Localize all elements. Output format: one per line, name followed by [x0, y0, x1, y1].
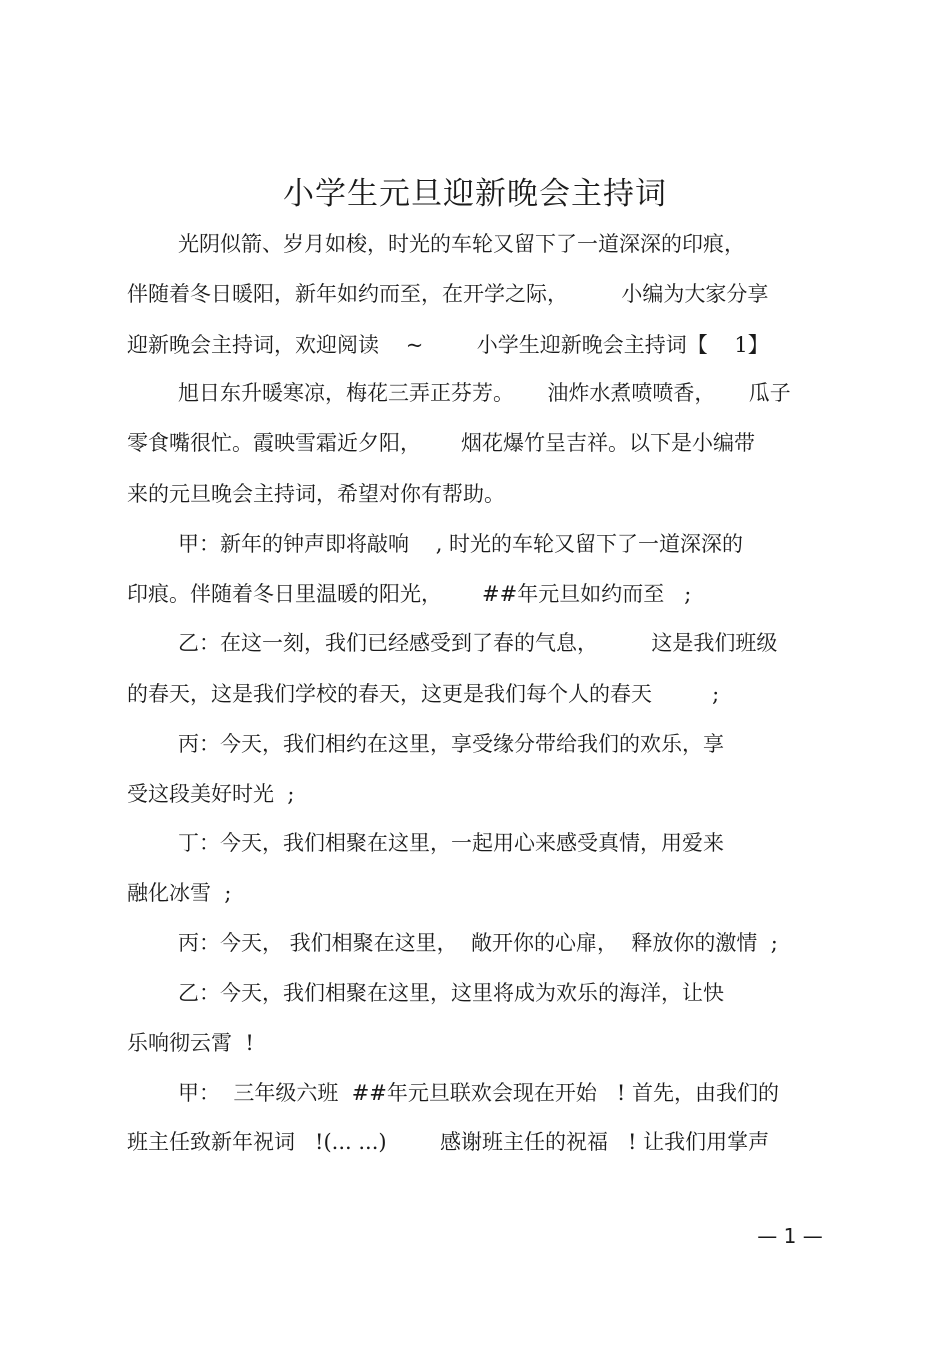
paragraph-line: 融化冰雪 ; — [127, 881, 232, 905]
paragraph-line: 丙：今天， 我们相聚在这里， 敞开你的心扉， 释放你的激情 ; — [178, 931, 778, 955]
paragraph-line: 班主任致新年祝词 !(... ...) 感谢班主任的祝福 ! 让我们用掌声 — [127, 1130, 770, 1154]
document-title: 小学生元旦迎新晚会主持词 — [283, 176, 667, 212]
paragraph-line: 的春天，这是我们学校的春天，这更是我们每个人的春天 ; — [127, 682, 720, 706]
paragraph-line: 印痕。伴随着冬日里温暖的阳光， ##年元旦如约而至 ; — [127, 582, 692, 606]
paragraph-line: 乙：今天，我们相聚在这里，这里将成为欢乐的海洋，让快 — [178, 981, 724, 1005]
paragraph-line: 来的元旦晚会主持词，希望对你有帮助。 — [127, 482, 505, 506]
paragraph-line: 丁：今天，我们相聚在这里，一起用心来感受真情，用爱来 — [178, 831, 724, 855]
paragraph-line: 光阴似箭、岁月如梭，时光的车轮又留下了一道深深的印痕， — [178, 232, 745, 256]
paragraph-line: 甲：新年的钟声即将敲响 , 时光的车轮又留下了一道深深的 — [178, 532, 744, 556]
paragraph-line: 旭日东升暖寒凉，梅花三弄正芬芳。 油炸水煮喷喷香， 瓜子 — [178, 381, 791, 405]
paragraph-line: 丙：今天，我们相约在这里，享受缘分带给我们的欢乐，享 — [178, 732, 724, 756]
paragraph-line: 乙：在这一刻，我们已经感受到了春的气息， 这是我们班级 — [178, 631, 778, 655]
paragraph-line: 甲： 三年级六班 ##年元旦联欢会现在开始 ! 首先，由我们的 — [178, 1081, 780, 1105]
paragraph-line: 伴随着冬日暖阳，新年如约而至，在开学之际， 小编为大家分享 — [127, 282, 769, 306]
paragraph-line: 受这段美好时光 ; — [127, 782, 295, 806]
page-number: — 1 — — [757, 1224, 823, 1248]
paragraph-line: 乐响彻云霄 ! — [127, 1031, 254, 1055]
paragraph-line: 零食嘴很忙。霞映雪霜近夕阳， 烟花爆竹呈吉祥。以下是小编带 — [127, 431, 756, 455]
paragraph-line: 迎新晚会主持词，欢迎阅读 ~ 小学生迎新晚会主持词【 1】 — [127, 333, 769, 357]
